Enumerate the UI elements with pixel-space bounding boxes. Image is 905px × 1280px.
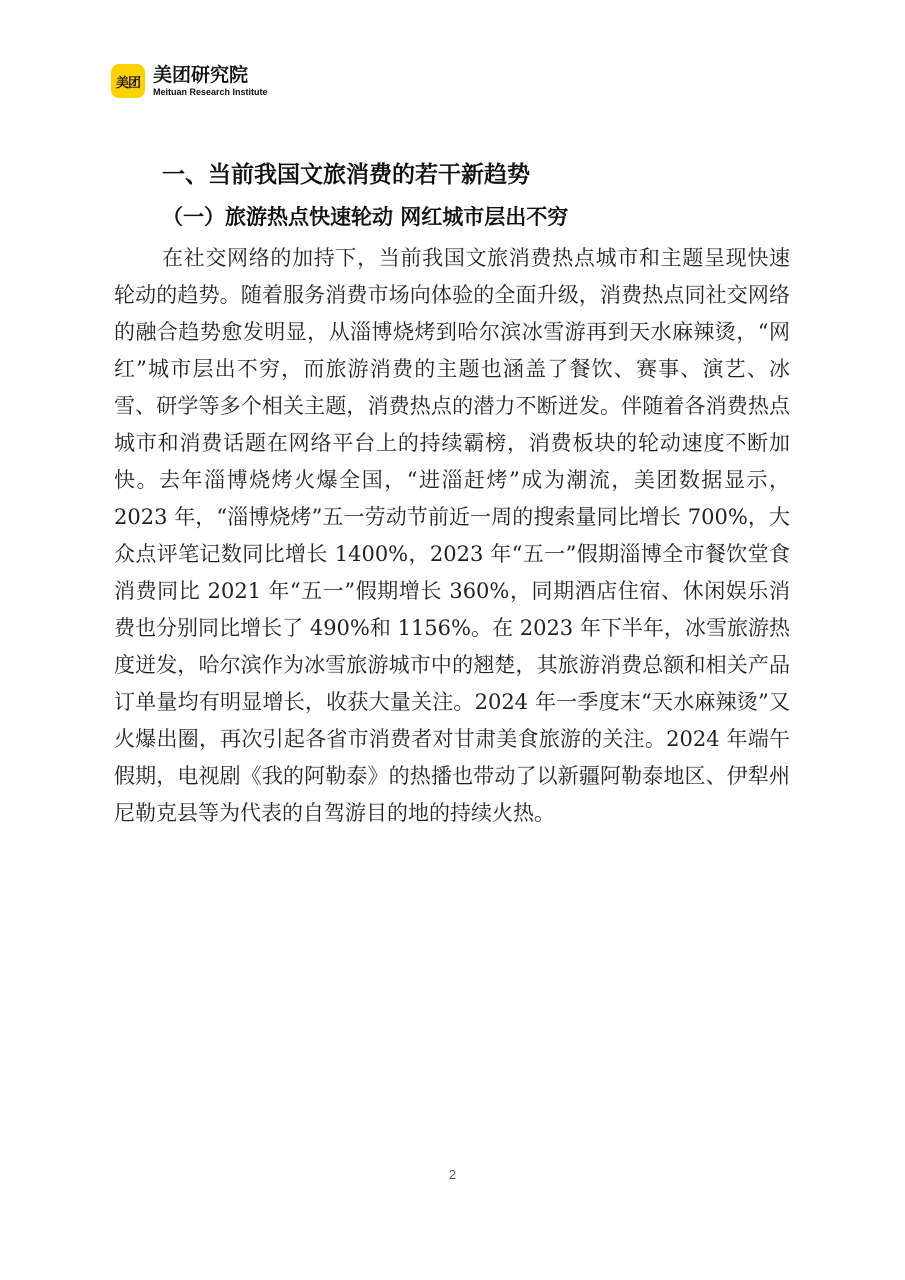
brand-name-en: Meituan Research Institute xyxy=(153,86,268,97)
page-header xyxy=(111,64,268,98)
document-body xyxy=(114,159,790,832)
section-heading: 一、当前我国文旅消费的若干新趋势 xyxy=(162,162,530,188)
brand-block xyxy=(153,65,268,98)
brand-name-cn: 美团研究院 xyxy=(153,63,249,86)
body-paragraph: 在社交网络的加持下，当前我国文旅消费热点城市和主题呈现快速轮动的趋势。随着服务消费市场向体验的全面升级，消费热点同社交网络的融合趋势愈发明显，从淄博烧烤到哈尔滨冰雪游再到天水麻辣烫，“网红”城市层出不穷，而旅游消费的主题也涵盖了餐饮、赛事、演艺、冰雪、研学等多个相关主题，消费热点的潜力不断迸发。伴随着各消费热点城市和消费话题在网络平台上的持续霸榜，消费板块的轮动速度不断加快。去年淄博烧烤火爆全国，“进淄赶烤”成为潮流，美团数据显示，2023 年，“淄博烧烤”五一劳动节前近一周的搜索量同比增长 700%，大众点评笔记数同比增长 1400%，2023 年“五一”假期淄博全市餐饮堂食消费同比 2021 年“五一”假期增长 360%，同期酒店住宿、休闲娱乐消费也分别同比增长了 490%和 1156%。在 2023 年下半年，冰雪旅游热度迸发，哈尔滨作为冰雪旅游城市中的翘楚，其旅游消费总额和相关产品订单量均有明显增长，收获大量关注。2024 年一季度末“天水麻辣烫”又火爆出圈，再次引起各省市消费者对甘肃美食旅游的关注。2024 年端午假期，电视剧《我的阿勒泰》的热播也带动了以新疆阿勒泰地区、伊犁州尼勒克县等为代表的自驾游目的地的持续火热。 xyxy=(114,246,790,825)
subsection-heading: （一）旅游热点快速轮动 网红城市层出不穷 xyxy=(162,205,569,229)
meituan-logo-icon: 美团 xyxy=(111,64,145,98)
page-number: 2 xyxy=(448,1167,457,1182)
